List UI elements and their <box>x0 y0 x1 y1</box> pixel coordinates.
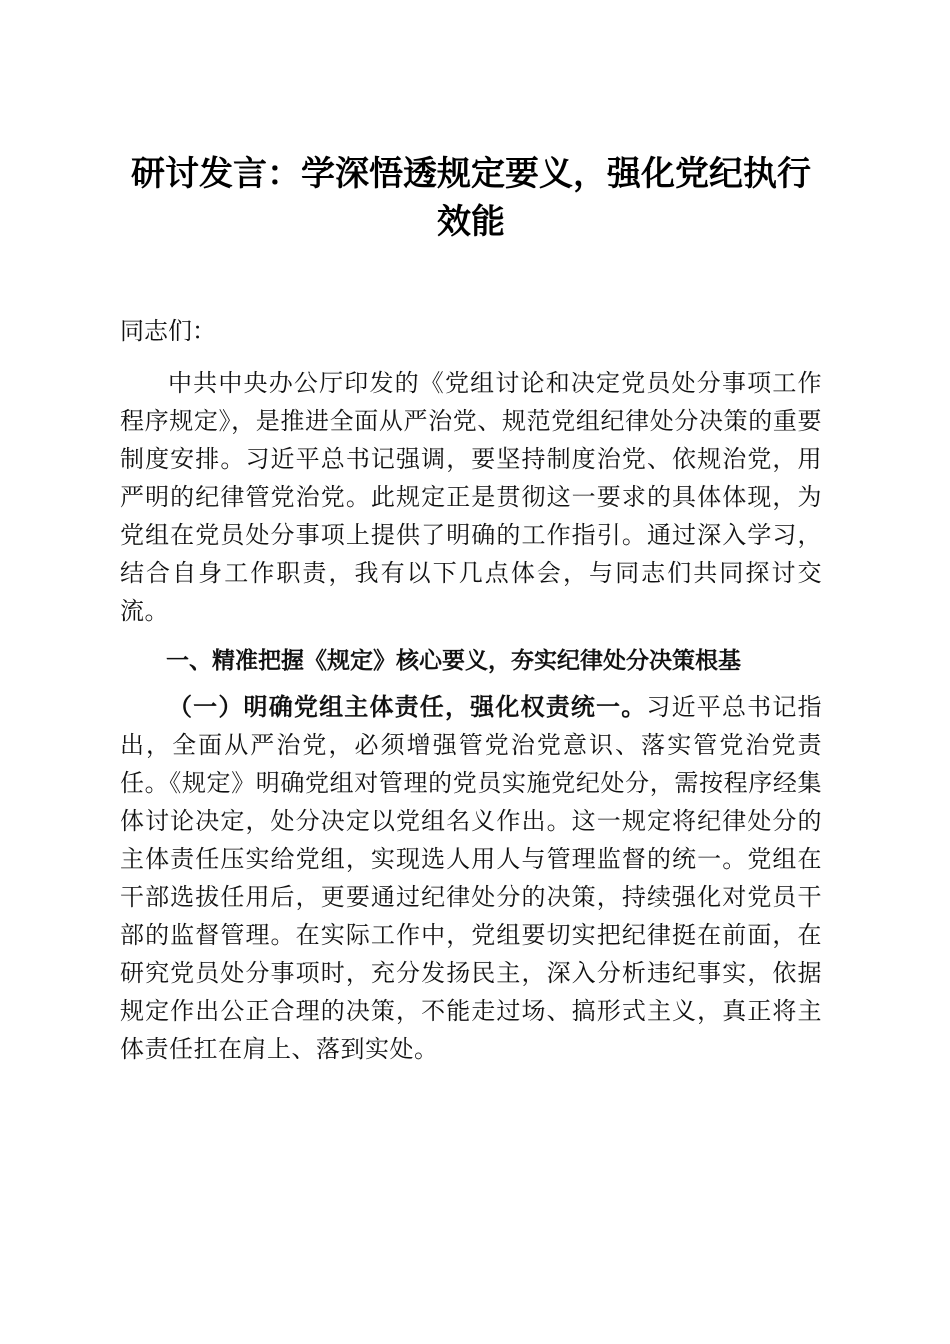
section-1-1-subheading: （一）明确党组主体责任，强化权责统一。 <box>168 693 647 721</box>
section-1-heading: 一、精准把握《规定》核心要义，夯实纪律处分决策根基 <box>166 648 741 674</box>
intro-paragraph: 中共中央办公厅印发的《党组讨论和决定党员处分事项工作程序规定》，是推进全面从严治党、规范党组纪律处分决策的重要制度安排。习近平总书记强调，要坚持制度治党、依规治党，用严明的纪律管党治党。此规定正是贯彻这一要求的具体体现，为党组在党员处分事项上提供了明确的工作指引。通过深入学习，结合自身工作职责，我有以下几点体会，与同志们共同探讨交流。 <box>120 369 822 625</box>
section-1-1-paragraph <box>120 688 822 1068</box>
salutation: 同志们： <box>120 317 216 345</box>
section-1-1-body: 习近平总书记指出，全面从严治党，必须增强管党治党意识、落实管党治党责任。《规定》明确党组对管理的党员实施党纪处分，需按程序经集体讨论决定，处分决定以党组名义作出。这一规定将纪律处分的主体责任压实给党组，实现选人用人与管理监督的统一。党组在干部选拔任用后，更要通过纪律处分的决策，持续强化对党员干部的监督管理。在实际工作中，党组要切实把纪律挺在前面，在研究党员处分事项时，充分发扬民主，深入分析违纪事实，依据规定作出公正合理的决策，不能走过场、搞形式主义，真正将主体责任扛在肩上、落到实处。 <box>120 693 823 1063</box>
document-title: 研讨发言：学深悟透规定要义，强化党纪执行效能 <box>131 154 811 242</box>
document-page <box>120 150 822 1068</box>
